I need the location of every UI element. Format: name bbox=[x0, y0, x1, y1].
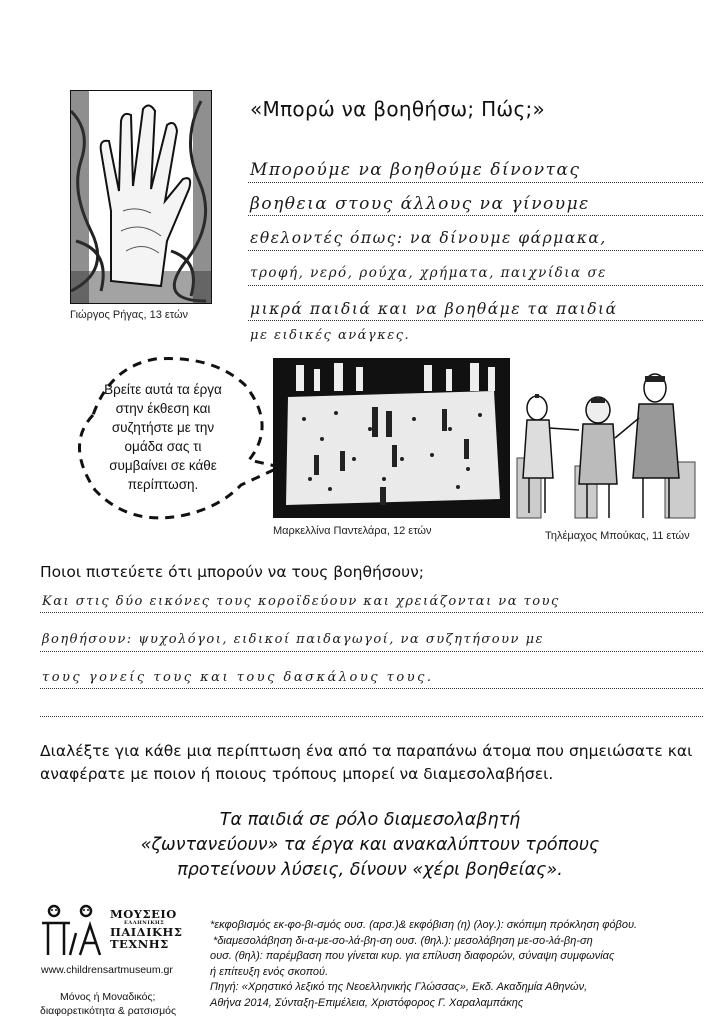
boys-artwork bbox=[515, 358, 702, 524]
answer-line-4: τροφή, νερό, ρούχα, χρήματα, παιχνίδια σε bbox=[250, 265, 607, 281]
answer-line-5: μικρά παιδιά και να βοηθάμε τα παιδιά bbox=[250, 300, 618, 318]
page-title: «Μπορώ να βοηθήσω; Πώς;» bbox=[250, 97, 546, 121]
answer-line-6: με ειδικές ανάγκες. bbox=[250, 328, 411, 343]
museum-name-line-1: ΜΟΥΣΕΙΟ bbox=[110, 907, 177, 921]
boys-artwork-caption: Τηλέμαχος Μπούκας, 11 ετών bbox=[545, 530, 690, 542]
museum-name bbox=[110, 908, 182, 950]
footnote-5: Πηγή: «Χρηστικό λεξικό της Νεοελληνικής Γλώσσας», Εκδ. Ακαδημία Αθηνών, bbox=[210, 981, 588, 993]
footnote-4: ή επίτευξη ενός σκοπού. bbox=[210, 965, 329, 978]
hand-artwork bbox=[70, 90, 212, 304]
hand-artwork-caption: Γιώργος Ρήγας, 13 ετών bbox=[70, 309, 189, 321]
museum-logo-icon bbox=[40, 903, 108, 961]
museum-name-small: ΕΛΛΗΝΙΚΗΣ bbox=[124, 920, 165, 926]
answer-line-2: βοηθεια στους άλλους να γίνουμε bbox=[250, 194, 590, 214]
footnote-2: *διαμεσολάβηση δι-α-με-σο-λά-βη-ση ουσ. (θηλ.): μεσολάβηση με-σο-λά-βη-ση bbox=[213, 934, 593, 947]
answer2-line-3: τους γονείς τους και τους δασκάλους τους. bbox=[42, 670, 434, 685]
bubble-text: Βρείτε αυτά τα έργα στην έκθεση και συζητήστε με την ομάδα σας τι συμβαίνει σε κάθε περίπτωση. bbox=[104, 382, 222, 492]
city-artwork-caption: Μαρκελλίνα Παντελάρα, 12 ετών bbox=[273, 525, 432, 537]
museum-name-line-2: ΠΑΙΔΙΚΗΣ bbox=[110, 925, 183, 939]
museum-name-line-3: ΤΕΧΝΗΣ bbox=[110, 937, 169, 951]
slogan-line-2: «ζωντανεύουν» τα έργα και ανακαλύπτουν τρόπους bbox=[140, 835, 600, 855]
slogan-line-1: Τα παιδιά σε ρόλο διαμεσολαβητή bbox=[219, 810, 521, 830]
question-2: Ποιοι πιστεύετε ότι μπορούν να τους βοηθήσουν; bbox=[40, 563, 424, 581]
theme-line-1: Μόνος ή Μοναδικός; bbox=[60, 991, 156, 1003]
instruction: Διαλέξτε για κάθε μια περίπτωση ένα από τα παραπάνω άτομα που σημειώσατε και αναφέρατε με ποιον ή ποιους τρόπους μπορεί να διαμεσολαβήσει. bbox=[40, 742, 693, 783]
museum-url: www.childrensartmuseum.gr bbox=[41, 964, 173, 976]
footnotes bbox=[210, 918, 720, 1011]
footnote-3: ουσ. (θηλ): παρέμβαση που γίνεται κυρ. για επίλυση διαφορών, σύναψη συμφωνίας bbox=[210, 950, 615, 962]
footnote-1: *εκφοβισμός εκ-φο-βι-σμός ουσ. (αρσ.)& εκφόβιση (η) (λογ.): σκόπιμη πρόκληση φόβου. bbox=[210, 919, 638, 931]
answer2-line-1: Και στις δύο εικόνες τους κοροϊδεύουν και χρειάζονται να τους bbox=[42, 594, 560, 609]
city-artwork bbox=[273, 358, 510, 518]
answer-line-3: εθελοντές όπως: να δίνουμε φάρμακα, bbox=[250, 229, 607, 247]
theme-line-2: διαφορετικότητα & ρατσισμός bbox=[40, 1005, 177, 1017]
footnote-6: Αθήνα 2014, Σύνταξη-Επιμέλεια, Χριστόφορος Γ. Χαραλαμπάκης bbox=[210, 996, 524, 1009]
answer2-line-2: βοηθήσουν: ψυχολόγοι, ειδικοί παιδαγωγοί, να συζητήσουν με bbox=[42, 632, 544, 647]
slogan bbox=[60, 808, 680, 883]
answer-line-1: Μπορούμε να βοηθούμε δίνοντας bbox=[250, 160, 581, 180]
slogan-line-3: προτείνουν λύσεις, δίνουν «χέρι βοηθείας». bbox=[177, 860, 563, 880]
